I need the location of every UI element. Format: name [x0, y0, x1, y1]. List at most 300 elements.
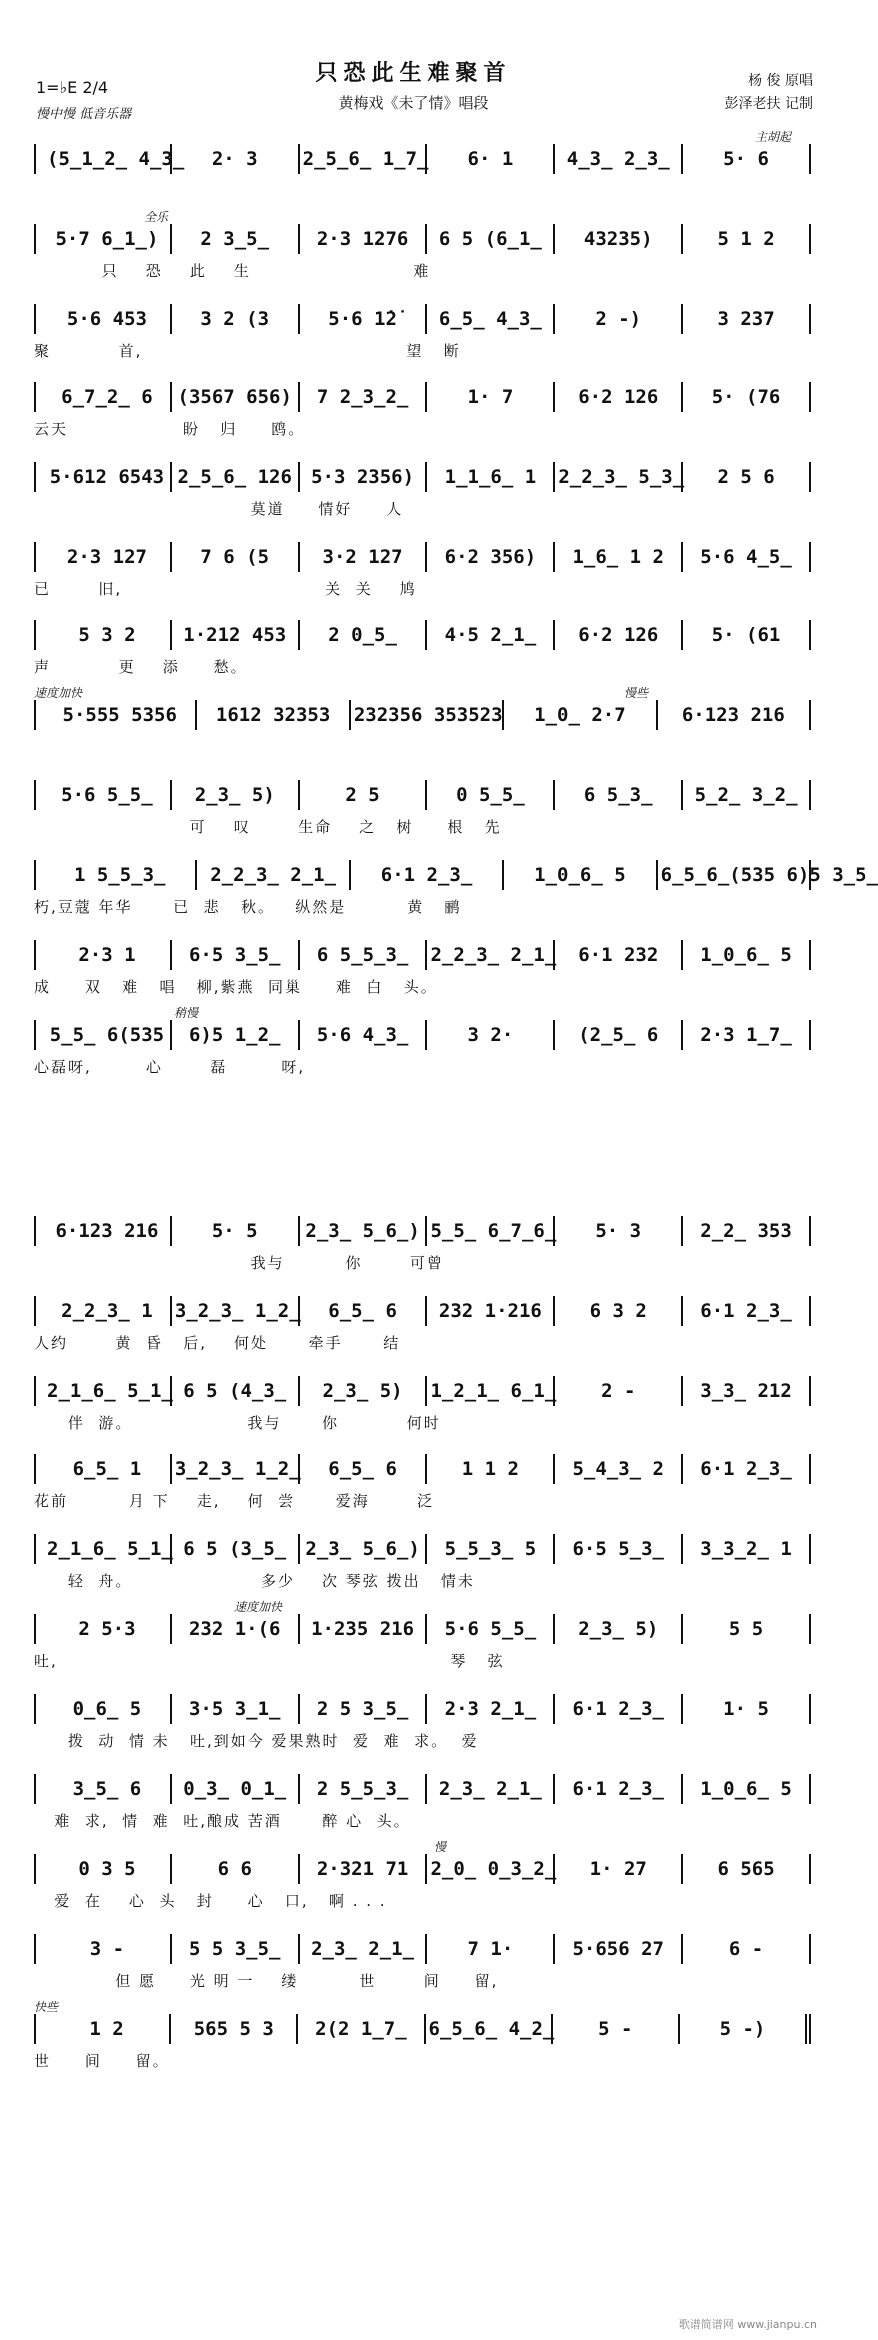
measure	[683, 1694, 811, 1724]
measure	[555, 382, 683, 412]
measure	[172, 940, 300, 970]
measure-notes: 232356 353523	[353, 704, 503, 726]
measure-notes: 6·2 126	[578, 386, 659, 408]
notation-row	[34, 1934, 811, 1964]
barline	[34, 2014, 40, 2044]
lyrics-text: 人约 黄 昏 后, 何处 牵手 结	[34, 1334, 401, 1352]
lyrics-text: 心磊呀, 心 磊 呀,	[34, 1058, 306, 1076]
measure	[172, 1534, 300, 1564]
barline	[34, 1614, 40, 1644]
measure-notes: 1· 7	[467, 386, 514, 408]
lyrics-row	[34, 498, 811, 520]
measure-notes: 2·321 71	[316, 1858, 409, 1880]
measure	[504, 860, 657, 890]
measure	[44, 1376, 172, 1406]
measure	[555, 620, 683, 650]
measure	[427, 462, 555, 492]
measure	[351, 700, 504, 730]
measure	[427, 1614, 555, 1644]
barline	[34, 382, 40, 412]
barline	[34, 1020, 40, 1050]
tempo-annotation: 稍慢	[174, 1006, 199, 1020]
notation-row	[34, 1614, 811, 1644]
measure-notes: 6 5̲3̲	[583, 784, 653, 806]
measure-notes: 3 237	[717, 308, 775, 330]
measure	[300, 1020, 428, 1050]
measure	[44, 1454, 172, 1484]
measure	[172, 620, 300, 650]
barline	[34, 224, 40, 254]
lyrics-text: 云天 盼 归 鸥。	[34, 420, 306, 438]
notation-row	[34, 1296, 811, 1326]
transcriber-credit: 彭泽老扶 记制	[724, 96, 813, 112]
measure-notes: 6 6	[217, 1858, 252, 1880]
measure	[44, 1534, 172, 1564]
measure	[172, 462, 300, 492]
measure-notes: 2̲3̲ 5)	[578, 1618, 659, 1640]
measure	[555, 144, 683, 174]
measure-notes: 2̲2̲3̲ 2̲1̲	[430, 944, 557, 966]
lyrics-row	[34, 1650, 811, 1672]
measure	[197, 700, 350, 730]
barline	[34, 620, 40, 650]
measure	[555, 1534, 683, 1564]
measure-notes: 1̲0̲6̲ 5	[700, 944, 792, 966]
measure-notes: 2̲3̲ 5̲6̲)	[305, 1538, 420, 1560]
measure	[427, 1296, 555, 1326]
measure	[351, 860, 504, 890]
measure	[300, 940, 428, 970]
lyrics-text: 聚 首, 望 断	[34, 342, 461, 360]
barline	[34, 1854, 40, 1884]
notation-row	[34, 542, 811, 572]
measure-notes: 6 5 (6̲1̲	[438, 228, 542, 250]
measure-notes: 6 5 (4̲3̲	[183, 1380, 287, 1402]
notation-row	[34, 700, 811, 730]
lyrics-text: 只 恐 此 生 难	[34, 262, 431, 280]
instrument-annotation: 主胡起	[754, 130, 791, 144]
measure	[555, 940, 683, 970]
measure	[683, 1614, 811, 1644]
measure	[172, 1216, 300, 1246]
measure-notes: 2̲2̲3̲ 5̲3̲	[558, 466, 685, 488]
measure-notes: 1·212 453	[183, 624, 287, 646]
measure-notes: 2 0̲5̲	[328, 624, 397, 646]
measure-notes: 5·656 27	[572, 1938, 664, 1960]
measure	[44, 1296, 172, 1326]
measure	[172, 780, 300, 810]
measure-notes: 5·6 4̲3̲	[316, 1024, 409, 1046]
measure-notes: 6 5̲5̲3̲	[316, 944, 409, 966]
measure-notes: 3·2 127	[322, 546, 403, 568]
measure-notes: 3̲3̲2̲ 1	[700, 1538, 792, 1560]
measure	[300, 620, 428, 650]
measure-notes: 5̲5̲3̲ 5	[444, 1538, 537, 1560]
lyrics-text: 已 旧, 关 关 鸠	[34, 580, 417, 598]
measure-notes: 565 5 3	[193, 2018, 274, 2040]
measure-notes: 4·5 2̲1̲	[444, 624, 537, 646]
barline	[34, 1376, 40, 1406]
measure	[555, 1694, 683, 1724]
measure	[427, 1020, 555, 1050]
measure-notes: 5 3 2	[78, 624, 136, 646]
lyrics-row	[34, 578, 811, 600]
measure	[172, 382, 300, 412]
lyrics-text: 伴 游。 我与 你 何时	[34, 1414, 441, 1432]
measure	[44, 780, 172, 810]
measure	[44, 1694, 172, 1724]
measure	[555, 1614, 683, 1644]
measure-notes: 5·612 6543	[49, 466, 165, 488]
lyrics-text: 难 求, 情 难 吐,酿成 苦酒 醉 心 头。	[34, 1812, 411, 1830]
measure	[683, 1216, 811, 1246]
measure	[427, 1774, 555, 1804]
notation-row	[34, 860, 878, 890]
measure-notes: 7 6 (5	[200, 546, 270, 568]
annotation-row	[34, 1004, 811, 1020]
measure	[44, 382, 172, 412]
measure	[171, 2014, 298, 2044]
measure-notes: 1· 5	[723, 1698, 769, 1720]
lyrics-text: 莫道 情好 人	[34, 500, 404, 518]
measure-notes: 6 -	[728, 1938, 764, 1960]
notation-row	[34, 1454, 811, 1484]
annotation-row	[34, 1598, 811, 1614]
measure-notes: (5̲1̲2̲ 4̲3̲	[47, 148, 185, 170]
annotation-row	[34, 526, 811, 542]
measure-notes: 5· 3	[595, 1220, 642, 1242]
measure-notes: 2̲3̲ 5̲6̲)	[305, 1220, 420, 1242]
measure-notes: 6)5 1̲2̲	[188, 1024, 281, 1046]
measure-notes: 6·1 232	[578, 944, 659, 966]
notation-row	[34, 940, 811, 970]
measure	[172, 144, 300, 174]
measure	[427, 224, 555, 254]
measure	[172, 304, 300, 334]
measure-notes: 5· 5	[211, 1220, 258, 1242]
measure-notes: 5·6 5̲5̲	[444, 1618, 537, 1640]
measure-notes: 3·5 3̲1̲	[188, 1698, 281, 1720]
measure-notes: 232 1·(6	[188, 1618, 281, 1640]
annotation-row	[34, 844, 811, 860]
measure	[300, 462, 428, 492]
measure	[683, 382, 811, 412]
measure	[300, 1296, 428, 1326]
measure-notes: 7 1·	[467, 1938, 514, 1960]
measure-notes: 2·3 1̲7̲	[700, 1024, 792, 1046]
measure	[172, 1020, 300, 1050]
measure	[44, 700, 197, 730]
measure-notes: 7 2̲3̲2̲	[316, 386, 409, 408]
measure	[427, 1534, 555, 1564]
measure-notes: 0̲6̲ 5	[72, 1698, 142, 1720]
lyrics-row	[34, 1490, 811, 1512]
measure	[44, 542, 172, 572]
measure	[300, 1614, 428, 1644]
measure-notes: 6·1 2̲3̲	[572, 1778, 664, 1800]
measure-notes: 2̲5̲6̲ 1̲7̲	[302, 148, 429, 170]
lyrics-row	[34, 340, 811, 362]
notation-row	[34, 304, 811, 334]
tempo-annotation: 全乐	[144, 210, 169, 224]
lyrics-row	[34, 1412, 811, 1434]
measure	[300, 1854, 428, 1884]
annotation-row	[34, 366, 811, 382]
measure-notes: 6̲5̲6̲ 4̲2̲	[428, 2018, 555, 2040]
measure-notes: 1· 27	[589, 1858, 647, 1880]
barline	[34, 1534, 40, 1564]
measure-notes: 6̲5̲ 6	[328, 1458, 397, 1480]
lyrics-row	[34, 260, 811, 282]
notation-row	[34, 1376, 811, 1406]
lyrics-text: 但 愿 光 明 一 缕 世 间 留,	[34, 1972, 499, 1990]
measure	[44, 462, 172, 492]
barline	[34, 1934, 40, 1964]
measure-notes: 1̲0̲6̲ 5	[534, 864, 626, 886]
lyrics-row	[34, 1252, 811, 1274]
measure-notes: 5̲4̲3̲ 2	[572, 1458, 664, 1480]
measure-notes: 6·1 2̲3̲	[380, 864, 473, 886]
annotation-row	[34, 1758, 811, 1774]
credits	[725, 70, 813, 116]
measure	[680, 2014, 811, 2044]
lyrics-row	[34, 1332, 811, 1354]
measure	[300, 1454, 428, 1484]
measure	[300, 1534, 428, 1564]
measure	[658, 700, 811, 730]
measure	[555, 1376, 683, 1406]
measure-notes: 6·1 2̲3̲	[700, 1300, 792, 1322]
measure	[427, 382, 555, 412]
measure	[300, 1216, 428, 1246]
measure	[172, 542, 300, 572]
measure	[172, 1774, 300, 1804]
measure	[300, 382, 428, 412]
measure	[172, 224, 300, 254]
measure-notes: 2̲1̲6̲ 5̲1̲	[47, 1380, 173, 1402]
measure-notes: 3̲2̲3̲ 1̲2̲	[174, 1300, 301, 1322]
measure	[683, 1774, 811, 1804]
measure-notes: 6·5 5̲3̲	[572, 1538, 664, 1560]
measure-notes: 5· (61	[711, 624, 781, 646]
measure	[44, 860, 197, 890]
lyrics-row	[34, 1056, 811, 1078]
measure-notes: 1 1 2	[461, 1458, 519, 1480]
measure-notes: 5·3 2356)	[311, 466, 415, 488]
measure-notes: (2̲5̲ 6	[578, 1024, 659, 1046]
measure	[172, 1296, 300, 1326]
annotation-row	[34, 684, 811, 700]
lyrics-text: 轻 舟。 多少 次 琴弦 拨出 情未	[34, 1572, 475, 1590]
measure	[427, 940, 555, 970]
measure	[683, 780, 811, 810]
measure-notes: 3̲5̲ 6	[72, 1778, 142, 1800]
measure	[300, 1774, 428, 1804]
measure-notes: 5·555 5356	[62, 704, 177, 726]
measure	[300, 1376, 428, 1406]
measure	[300, 780, 428, 810]
measure-notes: 1̲0̲ 2·7	[534, 704, 626, 726]
measure-notes: 5 -)	[719, 2018, 766, 2040]
notation-row	[34, 224, 811, 254]
measure-notes: 5 -	[598, 2018, 633, 2040]
barline	[34, 1694, 40, 1724]
measure	[300, 1694, 428, 1724]
annotation-row	[34, 764, 811, 780]
measure-notes: 2 5 6	[717, 466, 775, 488]
measure-notes: 1̲2̲1̲ 6̲1̲	[430, 1380, 557, 1402]
measure	[658, 860, 878, 890]
measure-notes: 2·3 127	[66, 546, 147, 568]
barline	[34, 780, 40, 810]
measure-notes: 6·2 126	[578, 624, 659, 646]
notation-row	[34, 1216, 811, 1246]
measure-notes: 3̲3̲ 212	[700, 1380, 792, 1402]
measure	[683, 1934, 811, 1964]
measure-notes: 6·123 216	[55, 1220, 159, 1242]
measure	[427, 1694, 555, 1724]
measure	[172, 1454, 300, 1484]
measure	[172, 1376, 300, 1406]
measure-notes: 2̲0̲ 0̲3̲2̲	[430, 1858, 557, 1880]
measure	[300, 304, 428, 334]
measure-notes: 1̲6̲ 1 2	[572, 546, 664, 568]
annotation-row	[34, 604, 811, 620]
measure	[555, 1020, 683, 1050]
measure	[683, 1854, 811, 1884]
annotation-row	[34, 1200, 811, 1216]
measure	[555, 1854, 683, 1884]
measure-notes: 6 3 2	[589, 1300, 647, 1322]
measure-notes: 2̲3̲ 2̲1̲	[311, 1938, 415, 1960]
measure-notes: 6 5 (3̲5̲	[183, 1538, 287, 1560]
annotation-row	[34, 1838, 811, 1854]
measure-notes: 5·6 5̲5̲	[61, 784, 153, 806]
measure	[44, 1216, 172, 1246]
measure-notes: 6· 1	[467, 148, 514, 170]
annotation-row	[34, 1918, 811, 1934]
lyrics-text: 花前 月 下 走, 何 尝 爱海 泛	[34, 1492, 435, 1510]
measure-notes: 1̲1̲6̲ 1	[444, 466, 537, 488]
notation-row	[34, 2014, 811, 2044]
measure-notes: 5 5 3̲5̲	[188, 1938, 281, 1960]
measure-notes: 2 5̲5̲3̲	[316, 1778, 409, 1800]
measure-notes: 4̲3̲ 2̲3̲	[566, 148, 670, 170]
notation-row	[34, 382, 811, 412]
lyrics-row	[34, 816, 811, 838]
barline	[34, 542, 40, 572]
lyrics-text: 我与 你 可曾	[34, 1254, 444, 1272]
measure	[44, 144, 185, 174]
measure	[44, 2014, 171, 2044]
measure	[44, 1020, 172, 1050]
lyrics-row	[34, 656, 811, 678]
lyrics-row	[34, 1810, 811, 1832]
annotation-row	[34, 208, 811, 224]
measure-notes: 0̲3̲ 0̲1̲	[183, 1778, 287, 1800]
measure	[553, 2014, 680, 2044]
measure	[44, 1614, 172, 1644]
measure	[504, 700, 657, 730]
barline	[34, 1454, 40, 1484]
notation-row	[34, 462, 811, 492]
lyrics-row	[34, 1890, 811, 1912]
measure	[44, 1934, 172, 1964]
barline	[34, 304, 40, 334]
measure-notes: 1612 32353	[215, 704, 331, 726]
measure	[300, 1934, 428, 1964]
measure-notes: 1 2	[89, 2018, 124, 2040]
tempo-marking: 慢中慢 低音乐器	[36, 107, 132, 122]
annotation-row	[34, 446, 811, 462]
tempo-annotation: 速度加快	[234, 1600, 283, 1614]
measure	[44, 1774, 172, 1804]
measure	[44, 620, 172, 650]
lyrics-text: 朽,豆蔻 年华 已 悲 秋。 纵然是 黄 鹂	[34, 898, 462, 916]
measure	[427, 542, 555, 572]
barline	[34, 144, 40, 174]
tempo-annotation: 快些	[34, 2000, 59, 2014]
measure	[427, 1934, 555, 1964]
measure-notes: 2 -)	[595, 308, 642, 330]
lyrics-text: 爱 在 心 头 封 心 口, 啊 . . .	[34, 1892, 387, 1910]
measure	[44, 224, 172, 254]
measure	[683, 304, 811, 334]
annotation-row	[34, 1360, 811, 1376]
lyrics-text: 拨 动 情 未 吐,到如今 爱果熟时 爱 难 求。 爱	[34, 1732, 479, 1750]
measure	[683, 940, 811, 970]
measure-notes: 3 2·	[467, 1024, 514, 1046]
measure-notes: 5· (76	[711, 386, 781, 408]
measure	[683, 462, 811, 492]
notation-row	[34, 620, 811, 650]
measure-notes: 2·3 2̲1̲	[444, 1698, 537, 1720]
footer-watermark: 歌谱简谱网 www.jianpu.cn	[678, 2318, 817, 2331]
measure	[172, 1614, 300, 1644]
notation-row	[34, 780, 811, 810]
measure	[44, 304, 172, 334]
measure	[683, 144, 811, 174]
measure-notes: 2 5	[345, 784, 380, 806]
measure	[555, 1216, 683, 1246]
measure	[427, 304, 555, 334]
annotation-row	[34, 1518, 811, 1534]
barline	[34, 700, 40, 730]
measure-notes: 2̲3̲ 2̲1̲	[438, 1778, 542, 1800]
measure-notes: 5·6 1̇2̇	[328, 308, 397, 330]
measure	[683, 542, 811, 572]
measure-notes: 5̲5̲ 6̲7̲6̲	[430, 1220, 557, 1242]
measure-notes: 1̲0̲6̲ 5	[700, 1778, 792, 1800]
measure	[683, 1296, 811, 1326]
measure-notes: 6·1 2̲3̲	[700, 1458, 792, 1480]
measure-notes: 2̲2̲3̲ 2̲1̲	[210, 864, 337, 886]
barline	[34, 1774, 40, 1804]
measure	[555, 1774, 683, 1804]
measure-notes: 232 1·216	[438, 1300, 542, 1322]
measure	[300, 144, 428, 174]
lyrics-text: 成 双 难 唱 柳,紫燕 同巢 难 白 头。	[34, 978, 438, 996]
lyrics-row	[34, 2050, 811, 2072]
measure-notes: 3 -	[89, 1938, 125, 1960]
measure-notes: 6̲5̲ 4̲3̲	[438, 308, 542, 330]
notation-row	[34, 1534, 811, 1564]
measure-notes: 2̲3̲ 5)	[322, 1380, 403, 1402]
measure	[555, 780, 683, 810]
measure-notes: 2 5·3	[78, 1618, 136, 1640]
measure-notes: 2 -	[601, 1380, 636, 1402]
measure	[555, 1934, 683, 1964]
